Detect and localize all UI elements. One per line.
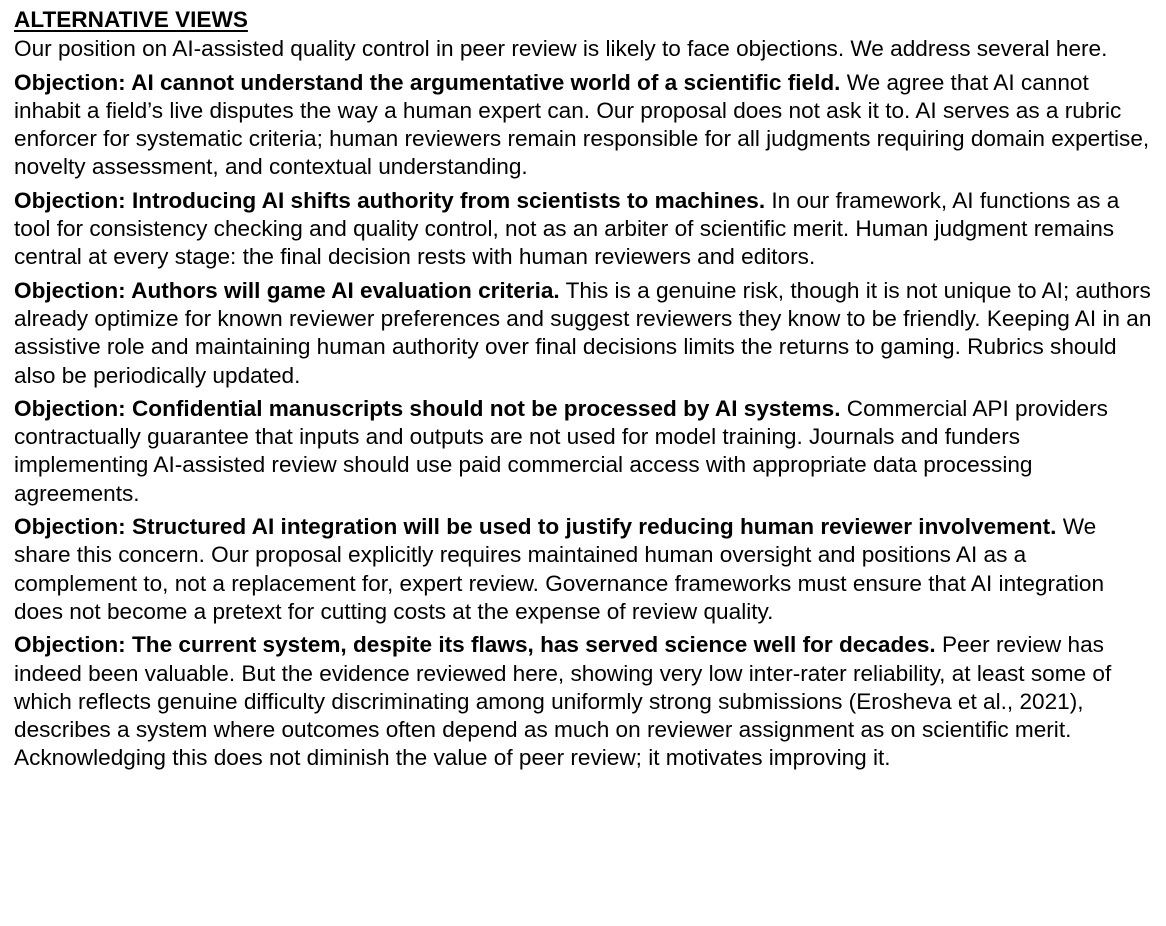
intro-paragraph: Our position on AI-assisted quality control in peer review is likely to face objections. We address several here. xyxy=(14,36,1108,62)
objection-label-5: Objection: Structured AI integration will be used to justify reducing human reviewer involvement. xyxy=(14,514,1057,540)
objection-paragraph-5 xyxy=(14,513,1154,626)
objection-response-4: Commercial API providers contractually guarantee that inputs and outputs are not used for model training. Journals and funders implementing AI-assisted review should use paid commercial access with appropriate data processing agreements. xyxy=(14,395,1108,506)
document-page xyxy=(14,6,1154,773)
objection-response-3: This is a genuine risk, though it is not unique to AI; authors already optimize for known reviewer preferences and suggest reviewers they know to be friendly. Keeping AI in an assistive role and maintaining human authority over final decisions limits the returns to gaming. Rubrics should also be periodically updated. xyxy=(14,277,1152,388)
objection-label-4: Objection: Confidential manuscripts should not be processed by AI systems. xyxy=(14,395,841,421)
objection-paragraph-3 xyxy=(14,277,1154,390)
objection-paragraph-1 xyxy=(14,69,1154,182)
objection-response-6: Peer review has indeed been valuable. But the evidence reviewed here, showing very low inter-rater reliability, at least some of which reflects genuine difficulty discriminating among uniformly strong submissions (Erosheva et al., 2021), describes a system where outcomes often depend as much on reviewer assignment as on scientific merit. Acknowledging this does not diminish the value of peer review; it motivates improving it. xyxy=(14,632,1112,771)
section-heading: ALTERNATIVE VIEWS xyxy=(14,7,248,32)
objection-paragraph-6 xyxy=(14,631,1154,772)
objection-paragraph-2 xyxy=(14,187,1154,272)
objection-label-1: Objection: AI cannot understand the argumentative world of a scientific field. xyxy=(14,69,841,95)
objection-response-1: We agree that AI cannot inhabit a field’s live disputes the way a human expert can. Our proposal does not ask it to. AI serves as a rubric enforcer for systematic criteria; human reviewers remain responsible for all judgments requiring domain expertise, novelty assessment, and contextual understanding. xyxy=(14,69,1150,180)
objection-label-6: Objection: The current system, despite its flaws, has served science well for decades. xyxy=(14,632,936,658)
objection-response-5: We share this concern. Our proposal explicitly requires maintained human oversight and positions AI as a complement to, not a replacement for, expert review. Governance frameworks must ensure that AI integration does not become a pretext for cutting costs at the expense of review quality. xyxy=(14,514,1105,624)
objection-response-2: In our framework, AI functions as a tool for consistency checking and quality control, not as an arbiter of scientific merit. Human judgment remains central at every stage: the final decision rests with human reviewers and editors. xyxy=(14,187,1120,270)
objection-paragraph-4 xyxy=(14,395,1154,508)
objection-label-3: Objection: Authors will game AI evaluation criteria. xyxy=(14,277,560,303)
objection-label-2: Objection: Introducing AI shifts authority from scientists to machines. xyxy=(14,187,766,213)
